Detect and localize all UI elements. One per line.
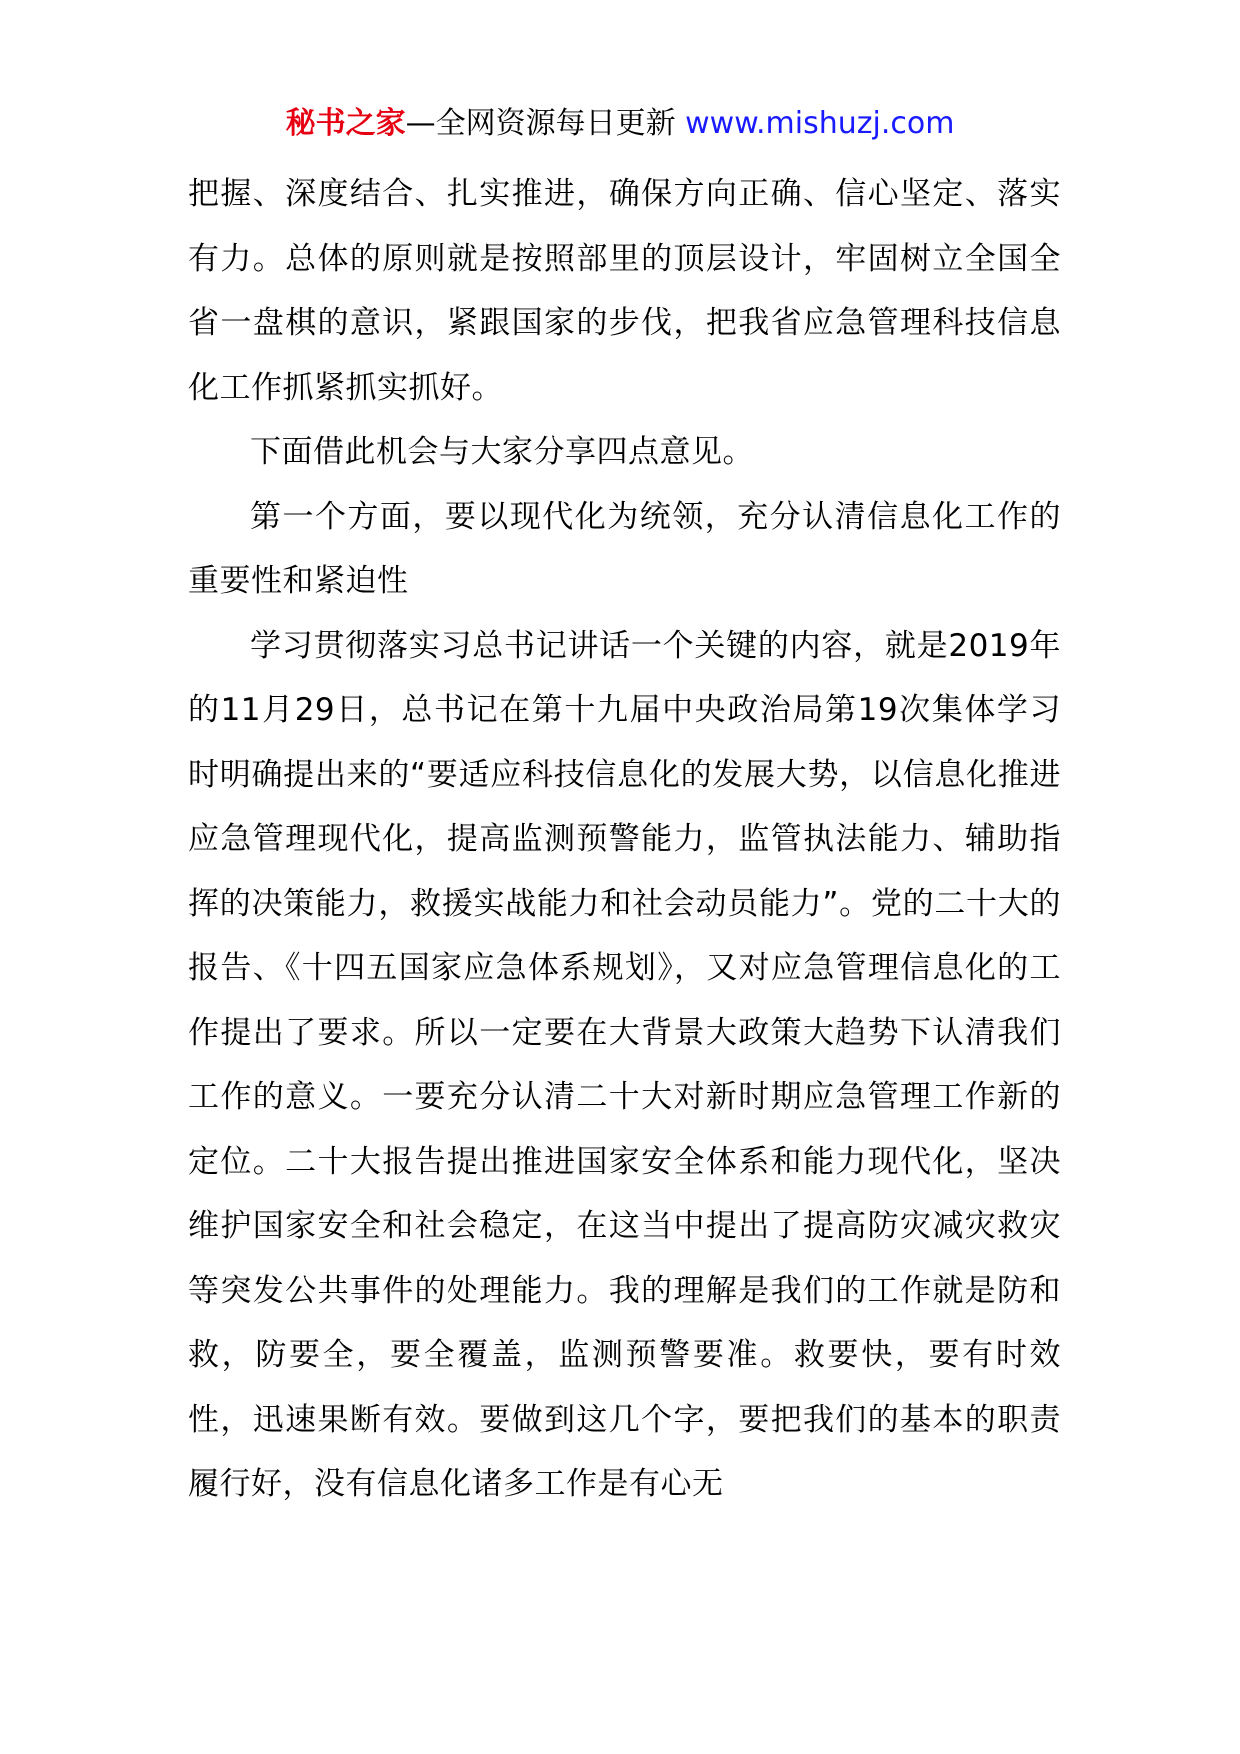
paragraph: 下面借此机会与大家分享四点意见。: [250, 434, 754, 470]
document-body: [188, 162, 1061, 1517]
paragraph: 把握、深度结合、扎实推进，确保方向正确、信心坚定、落实有力。总体的原则就是按照部里的顶层设计，牢固树立全国全省一盘棋的意识，紧跟国家的步伐，把我省应急管理科技信息化工作抓紧抓实抓好。: [188, 176, 1061, 406]
paragraph: 学习贯彻落实习总书记讲话一个关键的内容，就是2019年的11月29日，总书记在第十九届中央政治局第19次集体学习时明确提出来的“要适应科技信息化的发展大势，以信息化推进应急管理现代化，提高监测预警能力，监管执法能力、辅助指挥的决策能力，救援实战能力和社会动员能力”。党的二十大的报告、《十四五国家应急体系规划》，又对应急管理信息化的工作提出了要求。所以一定要在大背景大政策大趋势下认清我们工作的意义。一要充分认清二十大对新时期应急管理工作新的定位。二十大报告提出推进国家安全体系和能力现代化，坚决维护国家安全和社会稳定，在这当中提出了提高防灾减灾救灾等突发公共事件的处理能力。我的理解是我们的工作就是防和救，防要全，要全覆盖，监测预警要准。救要快，要有时效性，迅速果断有效。要做到这几个字，要把我们的基本的职责履行好，没有信息化诸多工作是有心无: [188, 627, 1061, 1502]
section-heading: 第一个方面，要以现代化为统领，充分认清信息化工作的重要性和紧迫性: [188, 498, 1061, 599]
site-name: 秘书之家: [285, 106, 406, 141]
page-header: [0, 102, 1240, 146]
site-url-link[interactable]: www.mishuzj.com: [685, 106, 955, 141]
site-slogan: —全网资源每日更新: [405, 106, 676, 141]
